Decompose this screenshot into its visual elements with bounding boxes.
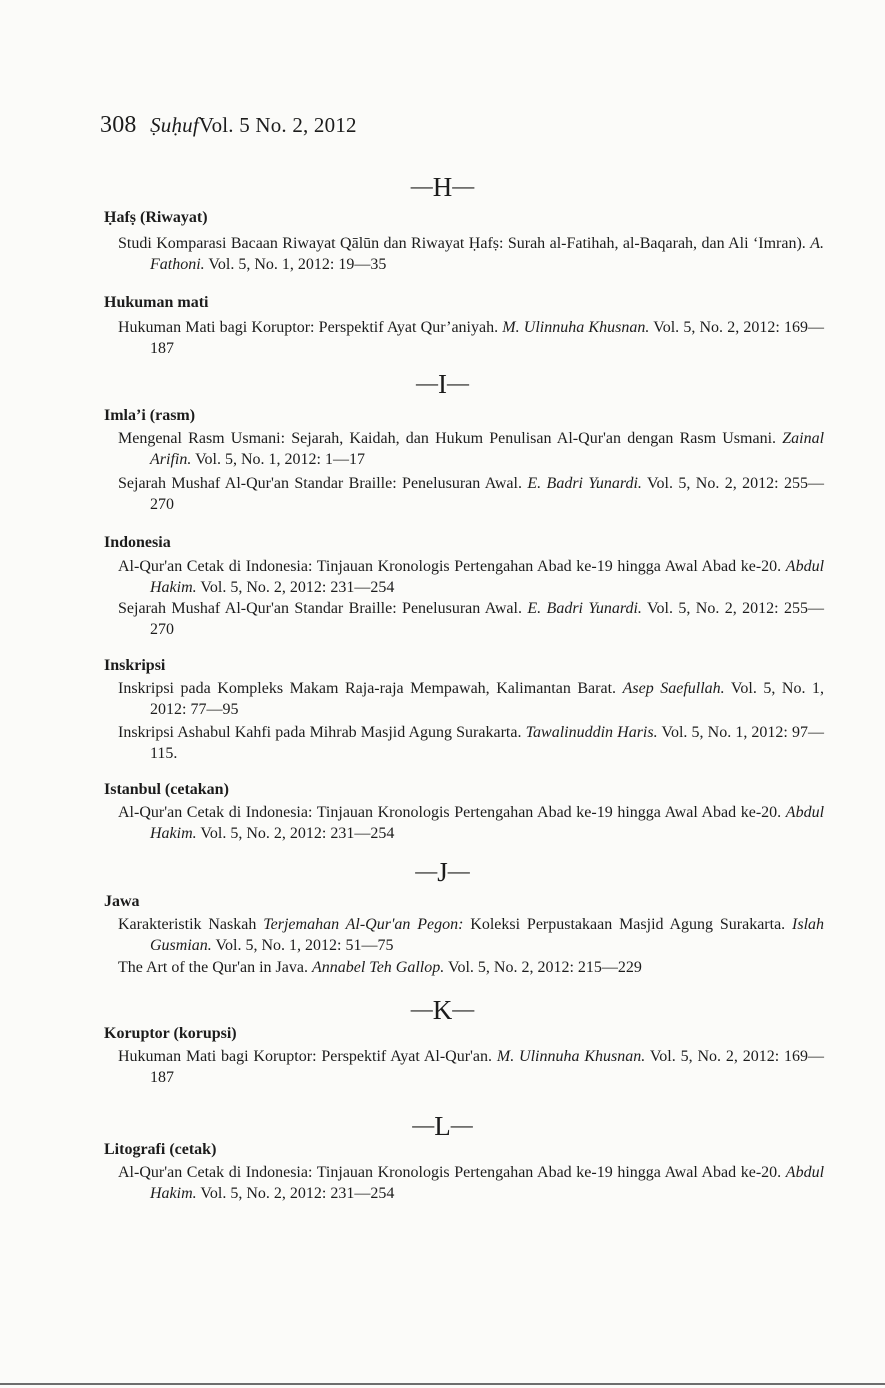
index-term: Koruptor (korupsi) (104, 1025, 237, 1042)
index-entry: The Art of the Qur'an in Java. Annabel Teh Gallop. Vol. 5, No. 2, 2012: 215—229 (118, 959, 642, 976)
index-term: Imla’i (rasm) (104, 407, 196, 424)
index-entry: Mengenal Rasm Usmani: Sejarah, Kaidah, dan Hukum Penulisan Al-Qur'an dengan Rasm Usmani. Zainal Arifin. Vol. 5, No. 1, 2012: 1—17 (118, 430, 825, 468)
section-letter-l: —L— (412, 1111, 473, 1141)
section-letter-h: —H— (410, 172, 475, 202)
index-term: Indonesia (104, 534, 171, 551)
section-letter-j: —J— (415, 857, 470, 887)
index-term: Jawa (104, 893, 140, 910)
scan-edge (0, 1383, 885, 1385)
journal-name: Ṣuḥuf (150, 113, 199, 137)
index-entry: Studi Komparasi Bacaan Riwayat Qālūn dan Riwayat Ḥafṣ: Surah al-Fatihah, al-Baqarah, dan Ali ‘Imran). A. Fathoni. Vol. 5, No. 1, 2012: 19—35 (118, 235, 825, 273)
index-entry: Sejarah Mushaf Al-Qur'an Standar Braille: Penelusuran Awal. E. Badri Yunardi. Vol. 5, No. 2, 2012: 255—270 (118, 475, 825, 513)
index-entry: Al-Qur'an Cetak di Indonesia: Tinjauan Kronologis Pertengahan Abad ke-19 hingga Awal Abad ke-20. Abdul Hakim. Vol. 5, No. 2, 2012: 231—254 (118, 1164, 825, 1202)
index-entry: Karakteristik Naskah Terjemahan Al-Qur'an Pegon: Koleksi Perpustakaan Masjid Agung Surakarta. Islah Gusmian. Vol. 5, No. 1, 2012: 51—75 (118, 916, 825, 954)
section-letter-k: —K— (410, 995, 475, 1025)
page-number: 308 (100, 112, 137, 138)
section-letter-i: —I— (416, 369, 469, 399)
index-term: Hukuman mati (104, 294, 209, 311)
index-term: Inskripsi (104, 657, 166, 674)
index-term: Litografi (cetak) (104, 1141, 217, 1158)
index-entry: Sejarah Mushaf Al-Qur'an Standar Braille: Penelusuran Awal. E. Badri Yunardi. Vol. 5, No. 2, 2012: 255—270 (118, 600, 825, 638)
index-term: Ḥafṣ (Riwayat) (104, 209, 208, 226)
index-entry: Al-Qur'an Cetak di Indonesia: Tinjauan Kronologis Pertengahan Abad ke-19 hingga Awal Abad ke-20. Abdul Hakim. Vol. 5, No. 2, 2012: 231—254 (118, 804, 825, 842)
index-entry: Inskripsi pada Kompleks Makam Raja-raja Mempawah, Kalimantan Barat. Asep Saefullah. Vol. 5, No. 1, 2012: 77—95 (118, 680, 825, 718)
index-entry: Al-Qur'an Cetak di Indonesia: Tinjauan Kronologis Pertengahan Abad ke-19 hingga Awal Abad ke-20. Abdul Hakim. Vol. 5, No. 2, 2012: 231—254 (118, 558, 825, 596)
index-entry: Hukuman Mati bagi Koruptor: Perspektif Ayat Al-Qur'an. M. Ulinnuha Khusnan. Vol. 5, No. 2, 2012: 169—187 (118, 1048, 825, 1086)
index-entry: Hukuman Mati bagi Koruptor: Perspektif Ayat Qur’aniyah. M. Ulinnuha Khusnan. Vol. 5, No. 2, 2012: 169—187 (118, 319, 825, 357)
journal-issue: Vol. 5 No. 2, 2012 (198, 113, 357, 137)
running-header (100, 112, 357, 139)
index-entry: Inskripsi Ashabul Kahfi pada Mihrab Masjid Agung Surakarta. Tawalinuddin Haris. Vol. 5, No. 1, 2012: 97—115. (118, 724, 825, 762)
index-term: Istanbul (cetakan) (104, 781, 229, 798)
